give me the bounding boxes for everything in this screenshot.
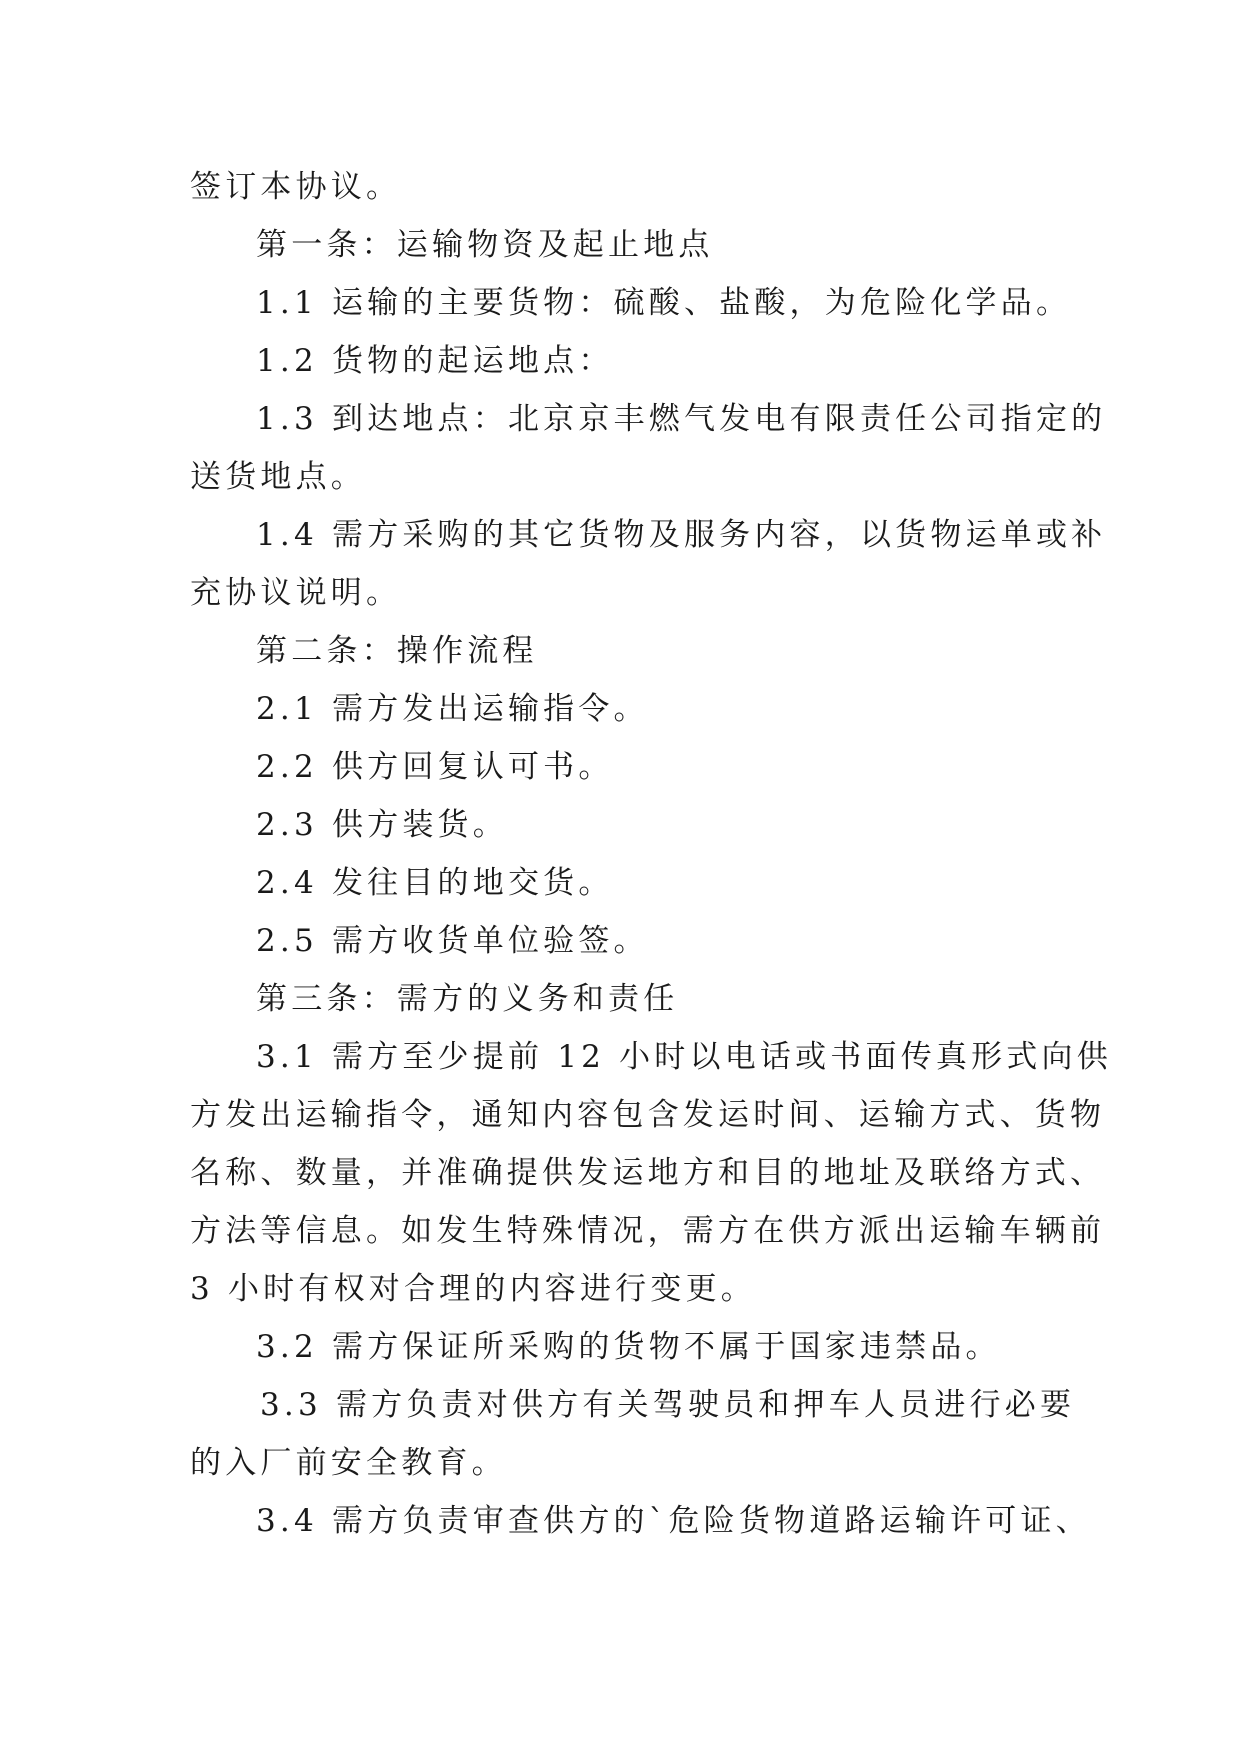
article-heading: 第三条：需方的义务和责任 bbox=[256, 981, 679, 1017]
body-line: 充协议说明。 bbox=[190, 575, 402, 611]
clause-line: 1.1 运输的主要货物：硫酸、盐酸，为危险化学品。 bbox=[256, 285, 1072, 321]
clause-line: 2.5 需方收货单位验签。 bbox=[256, 923, 649, 959]
article-heading: 第一条：运输物资及起止地点 bbox=[256, 227, 714, 263]
body-line: 方发出运输指令，通知内容包含发运时间、运输方式、货物 bbox=[190, 1097, 1106, 1133]
body-line: 的入厂前安全教育。 bbox=[190, 1445, 507, 1481]
clause-line: 3.2 需方保证所采购的货物不属于国家违禁品。 bbox=[256, 1329, 1001, 1365]
clause-line: 1.4 需方采购的其它货物及服务内容，以货物运单或补 bbox=[256, 517, 1107, 553]
clause-line: 3.1 需方至少提前 12 小时以电话或书面传真形式向供 bbox=[256, 1039, 1112, 1075]
clause-line: 2.4 发往目的地交货。 bbox=[256, 865, 614, 901]
clause-line: 1.2 货物的起运地点： bbox=[256, 343, 614, 379]
body-line: 送货地点。 bbox=[190, 459, 366, 495]
body-line: 名称、数量，并准确提供发运地方和目的地址及联络方式、 bbox=[190, 1155, 1106, 1191]
clause-line: 2.3 供方装货。 bbox=[256, 807, 508, 843]
body-line: 签订本协议。 bbox=[190, 169, 402, 205]
article-heading: 第二条：操作流程 bbox=[256, 633, 538, 669]
clause-line: 2.2 供方回复认可书。 bbox=[256, 749, 614, 785]
clause-line: 1.3 到达地点：北京京丰燃气发电有限责任公司指定的 bbox=[256, 401, 1107, 437]
clause-line: 3.4 需方负责审查供方的`危险货物道路运输许可证、 bbox=[256, 1503, 1091, 1539]
clause-line: 2.1 需方发出运输指令。 bbox=[256, 691, 649, 727]
body-line: 方法等信息。如发生特殊情况，需方在供方派出运输车辆前 bbox=[190, 1213, 1106, 1249]
document-body bbox=[190, 158, 1112, 1550]
clause-line: 3.3 需方负责对供方有关驾驶员和押车人员进行必要 bbox=[260, 1387, 1076, 1423]
body-line: 3 小时有权对合理的内容进行变更。 bbox=[190, 1271, 756, 1307]
